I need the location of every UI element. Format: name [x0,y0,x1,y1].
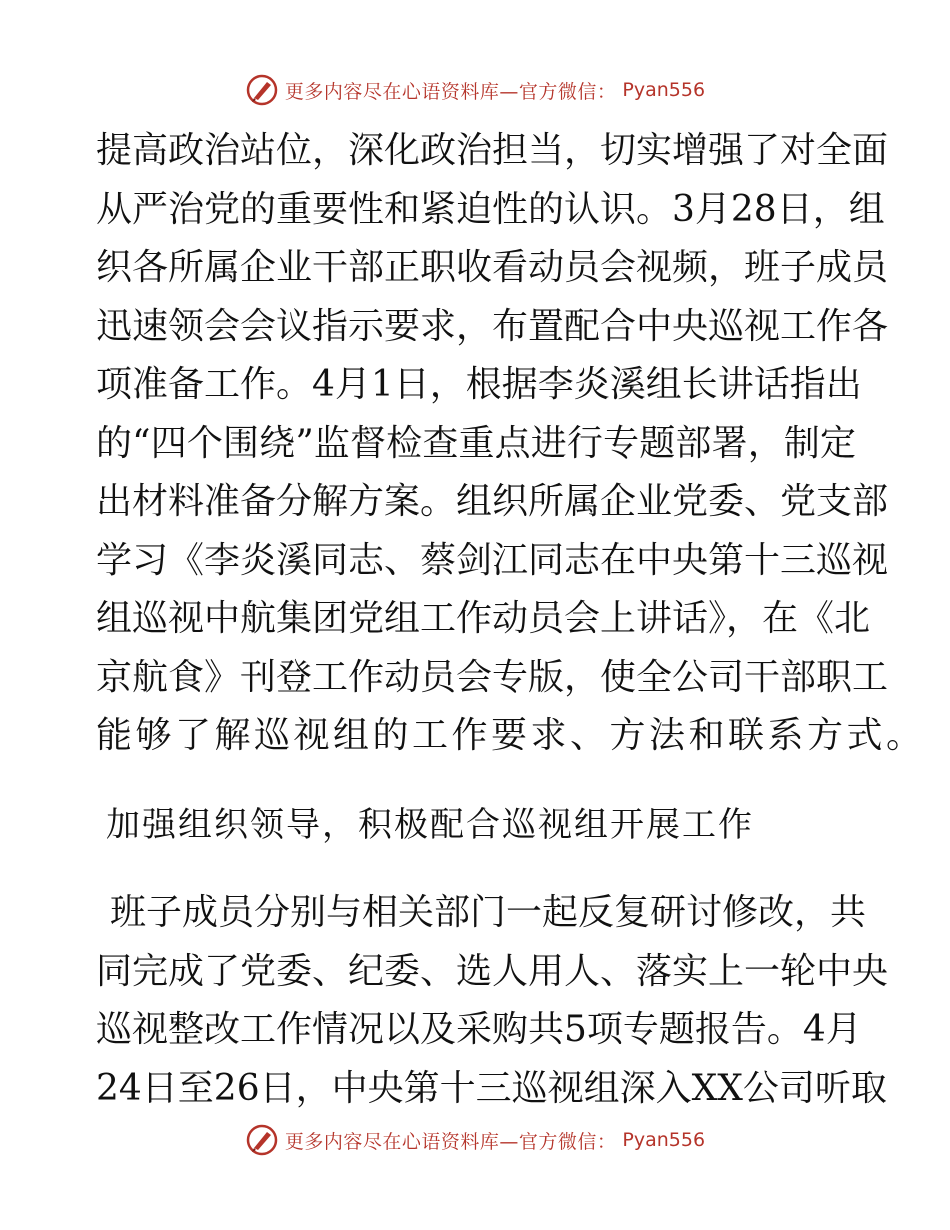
text-line: 学习《李炎溪同志、蔡剑江同志在中央第十三巡视 [96,539,889,581]
document-body [96,122,926,1118]
watermark-wechat-id: Pyan556 [622,1129,706,1151]
text-line: 巡视整改工作情况以及采购共5项专题报告。4月 [96,1009,862,1050]
text-line: 从严治党的重要性和紧迫性的认识。3月28日，组 [96,188,885,230]
pen-logo-icon [245,1123,279,1157]
paragraph-1 [96,122,926,766]
text-line: 项准备工作。4月1日，根据李炎溪组长讲话指出 [96,364,862,405]
text-line: 迅速领会会议指示要求，布置配合中央巡视工作各 [96,305,889,347]
text-line: 京航食》刊登工作动员会专版，使全公司干部职工 [96,656,889,698]
pen-logo-icon [245,73,279,107]
watermark-text: 更多内容尽在心语资料库—官方微信： [284,1130,617,1153]
watermark-banner-top [0,70,950,110]
text-line: 同完成了党委、纪委、选人用人、落实上一轮中央 [96,950,889,992]
text-line: 组巡视中航集团党组工作动员会上讲话》，在《北 [96,598,871,639]
text-line: 的“四个围绕”监督检查重点进行专题部署，制定 [96,422,856,464]
section-heading: 加强组织领导，积极配合巡视组开展工作 [106,804,754,845]
text-line: 班子成员分别与相关部门一起反复研讨修改，共 [110,892,867,933]
text-line: 能够了解巡视组的工作要求、方法和联系方式。 [96,715,926,756]
text-line: 提高政治站位，深化政治担当，切实增强了对全面 [96,130,889,171]
watermark-wechat-id: Pyan556 [622,79,706,101]
watermark-text: 更多内容尽在心语资料库—官方微信： [284,80,617,103]
watermark-banner-bottom [0,1120,950,1160]
text-line: 出材料准备分解方案。组织所属企业党委、党支部 [96,481,889,522]
text-line: 24日至26日，中央第十三巡视组深入XX公司听取 [96,1067,887,1109]
paragraph-2 [96,884,889,1118]
text-line: 织各所属企业干部正职收看动员会视频，班子成员 [96,247,889,288]
